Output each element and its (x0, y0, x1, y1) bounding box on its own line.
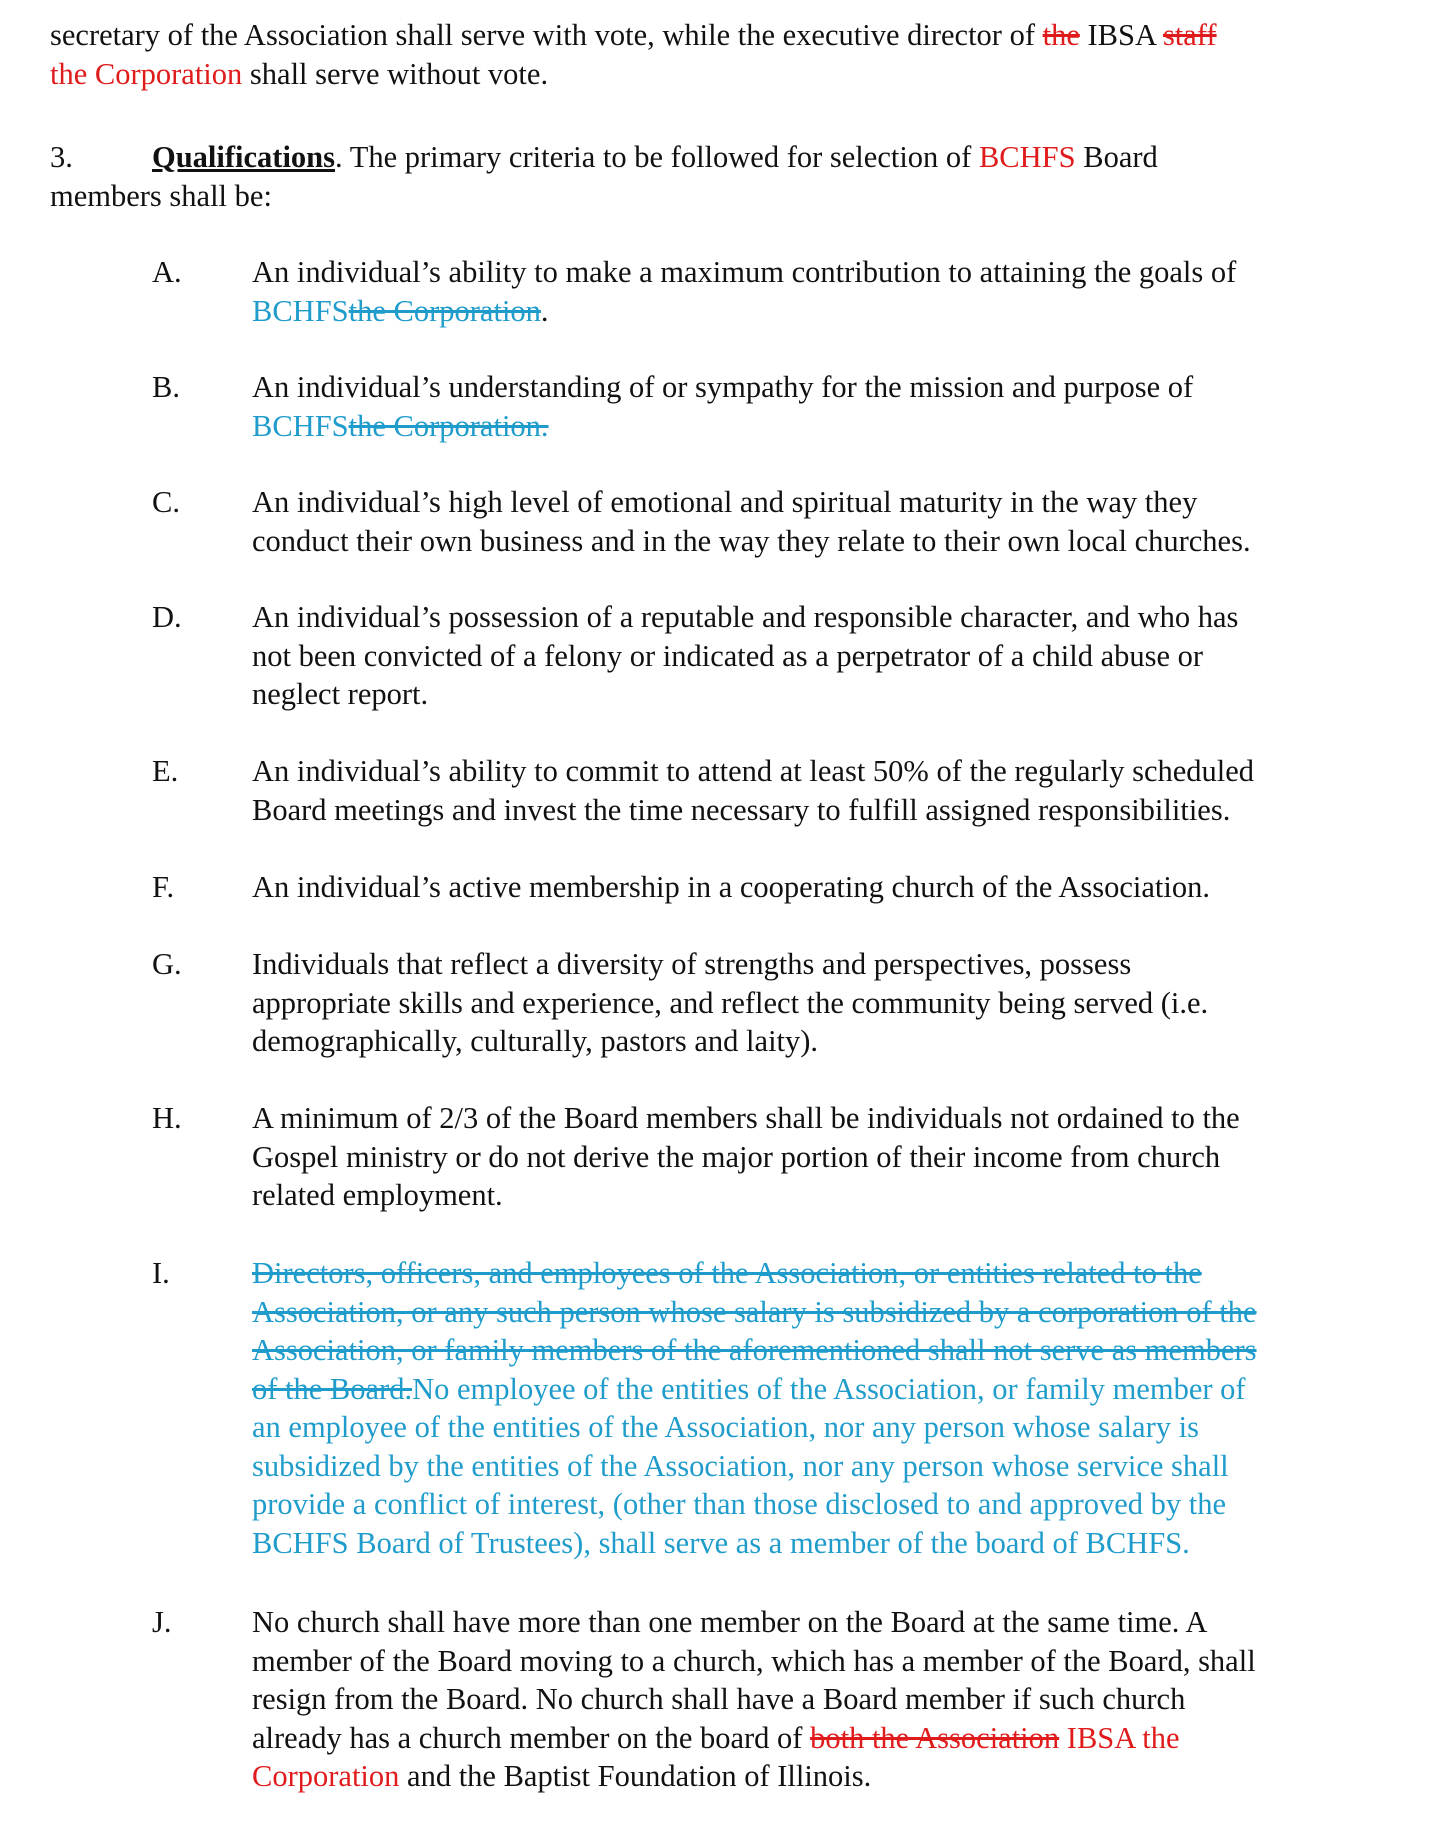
inserted-text: subsidized by the entities of the Association, nor any person whose service shall (252, 1448, 1229, 1483)
inserted-text: No employee of the entities of the Association, or family member of (412, 1371, 1246, 1406)
deleted-text: Association, or any such person whose salary is subsidized by a corporation of the (252, 1294, 1257, 1329)
list-item-text: An individual’s high level of emotional and spiritual maturity in the way they conduct their own business and in the way they relate to their own local churches. (252, 485, 1251, 558)
section-title: Qualifications (152, 140, 336, 174)
intro-line-2: the Corporation shall serve without vote. (50, 56, 549, 91)
deleted-text: Directors, officers, and employees of the Association, or entities related to the (252, 1256, 1202, 1290)
deleted-text: the Corporation (348, 293, 541, 328)
list-item-letter: E. (152, 754, 179, 788)
list-item-letter: D. (152, 600, 182, 634)
list-item-text: No church shall have more than one member on the Board at the same time. A member of the Board moving to a church, which has a member of the Board, shall resign from the Board. No church shall have a Board member if such church already has a church member on the board of both the Association IBSA the Corporation and the Baptist Foundation of Illinois. (252, 1605, 1256, 1793)
inserted-text: an employee of the entities of the Association, nor any person whose salary is (252, 1410, 1199, 1444)
list-item-text: An individual’s ability to commit to attend at least 50% of the regularly scheduled Board meetings and invest the time necessary to fulfill assigned responsibilities. (252, 754, 1255, 827)
deleted-text: the (1042, 18, 1080, 52)
section-number: 3. (50, 140, 73, 174)
list-item-letter: G. (152, 947, 182, 981)
list-item-letter: C. (152, 485, 180, 519)
list-item-letter: I. (152, 1256, 170, 1290)
inserted-text: BCHFS (252, 408, 349, 443)
inserted-text: IBSA the (1059, 1720, 1180, 1755)
list-item-letter: F. (152, 870, 175, 904)
list-item-text (252, 1254, 1372, 1562)
list-item-letter: J. (152, 1605, 172, 1639)
inserted-text: provide a conflict of interest, (other than those disclosed to and approved by the (252, 1487, 1227, 1521)
list-item-text: An individual’s understanding of or sympathy for the mission and purpose of BCHFSthe Corporation. (252, 370, 1194, 443)
list-item-letter: H. (152, 1101, 182, 1135)
list-item-text: An individual’s active membership in a cooperating church of the Association. (252, 870, 1210, 904)
inserted-text: the Corporation (50, 56, 243, 91)
inserted-text: BCHFS (252, 293, 349, 328)
list-item-letter: A. (152, 255, 182, 289)
intro-line-1: secretary of the Association shall serve with vote, while the executive director of the IBSA staff (50, 18, 1217, 52)
list-item-text: An individual’s ability to make a maximum contribution to attaining the goals of BCHFSthe Corporation. (252, 255, 1237, 328)
section-3-heading: 3. Qualifications. The primary criteria to be followed for selection of BCHFS Board members shall be: (50, 140, 1158, 213)
list-item-text: An individual’s possession of a reputable and responsible character, and who has not been convicted of a felony or indicated as a perpetrator of a child abuse or neglect report. (252, 600, 1239, 711)
inserted-text: Corporation (252, 1759, 400, 1793)
list-item-text: Individuals that reflect a diversity of strengths and perspectives, possess appropriate skills and experience, and reflect the community being served (i.e. demographically, culturally, pastors and laity). (252, 947, 1209, 1058)
deleted-text: staff (1162, 18, 1217, 52)
inserted-text: BCHFS Board of Trustees), shall serve as a member of the board of BCHFS. (252, 1525, 1190, 1560)
deleted-text: Association, or family members of the aforementioned shall not serve as members (252, 1333, 1257, 1367)
deleted-text: both the Association (810, 1720, 1060, 1755)
deleted-text: the Corporation. (348, 408, 549, 443)
deleted-text: of the Board. (252, 1371, 413, 1406)
intro-paragraph (50, 16, 1370, 93)
list-item-text: A minimum of 2/3 of the Board members shall be individuals not ordained to the Gospel ministry or do not derive the major portion of their income from church related employment. (252, 1101, 1240, 1212)
inserted-text: BCHFS (978, 140, 1076, 174)
list-item-letter: B. (152, 370, 180, 404)
